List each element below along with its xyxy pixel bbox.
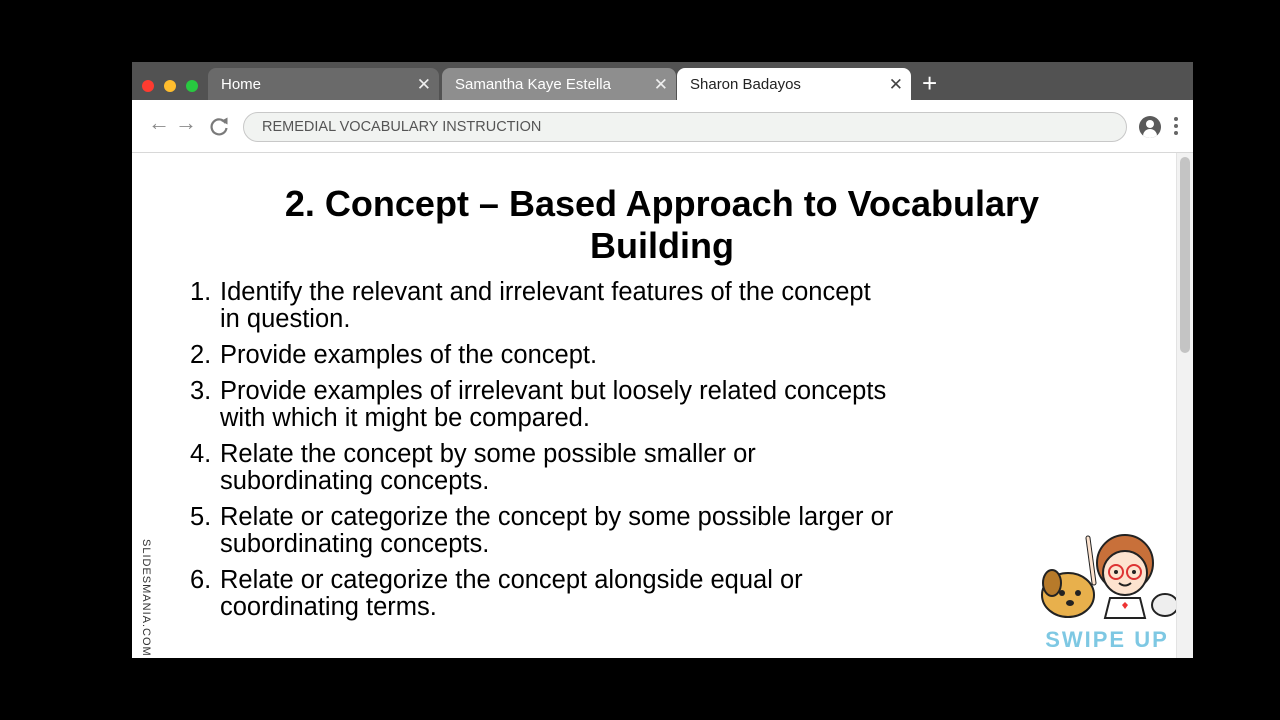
list-number: 3. [190, 377, 212, 405]
list-number: 6. [190, 566, 212, 594]
slide-title-line1: 2. Concept – Based Approach to Vocabulary [284, 183, 1040, 224]
list-text-line: Identify the relevant and irrelevant features of the concept [220, 278, 871, 306]
slide-title-line2: Building [590, 225, 734, 266]
reload-icon[interactable] [208, 116, 230, 138]
list-item [190, 567, 1030, 621]
tab-label: Sharon Badayos [690, 76, 801, 93]
list-item [190, 279, 1030, 333]
swipe-up-label: SWIPE UP [1045, 627, 1169, 652]
browser-window [132, 62, 1193, 658]
window-maximize-dot[interactable] [186, 80, 198, 92]
kebab-menu-icon[interactable] [1174, 117, 1178, 138]
list-text-line: subordinating concepts. [220, 467, 490, 495]
list-number: 5. [190, 503, 212, 531]
address-bar[interactable] [243, 112, 1127, 142]
browser-toolbar [132, 100, 1193, 153]
tab-label: Samantha Kaye Estella [455, 76, 611, 93]
close-icon[interactable]: ✕ [653, 75, 668, 94]
back-arrow-icon[interactable]: ← [148, 110, 170, 135]
tab-samantha-kaye-estella[interactable] [442, 68, 676, 100]
tab-label: Home [221, 76, 262, 93]
window-close-dot[interactable] [142, 80, 154, 92]
list-text-line: in question. [220, 305, 351, 333]
list-number: 1. [190, 278, 212, 306]
list-text-line: Provide examples of irrelevant but loosely related concepts [220, 377, 887, 405]
window-minimize-dot[interactable] [164, 80, 176, 92]
list-text-line: Relate or categorize the concept by some possible larger or [220, 503, 894, 531]
address-text: REMEDIAL VOCABULARY INSTRUCTION [262, 119, 542, 135]
tab-sharon-badayos[interactable] [677, 68, 911, 100]
close-icon[interactable]: ✕ [888, 75, 903, 94]
swipe-up-illustration[interactable] [1030, 523, 1184, 653]
list-item [190, 378, 1030, 432]
list-text-line: Provide examples of the concept. [220, 341, 598, 369]
list-text-line: with which it might be compared. [220, 404, 590, 432]
tab-home[interactable] [208, 68, 439, 100]
slide-title [227, 183, 1097, 267]
list-number: 4. [190, 440, 212, 468]
list-item [190, 342, 1030, 369]
slidesmania-watermark: SLIDESMANIA.COM [140, 539, 152, 657]
vertical-scrollbar-track[interactable] [1176, 153, 1193, 658]
list-item [190, 504, 1030, 558]
vertical-scrollbar-thumb[interactable] [1180, 157, 1190, 353]
forward-arrow-icon[interactable]: → [175, 110, 197, 135]
list-text-line: coordinating terms. [220, 593, 437, 621]
tab-bar [132, 62, 1193, 100]
list-text-line: Relate the concept by some possible smaller or [220, 440, 756, 468]
list-text-line: subordinating concepts. [220, 530, 490, 558]
list-item [190, 441, 1030, 495]
new-tab-icon[interactable]: + [922, 68, 938, 98]
slide-content [132, 153, 1193, 658]
close-icon[interactable]: ✕ [416, 75, 431, 94]
list-text-line: Relate or categorize the concept alongside equal or [220, 566, 803, 594]
concept-list [190, 279, 1030, 630]
profile-icon[interactable] [1139, 116, 1161, 138]
list-number: 2. [190, 341, 212, 369]
